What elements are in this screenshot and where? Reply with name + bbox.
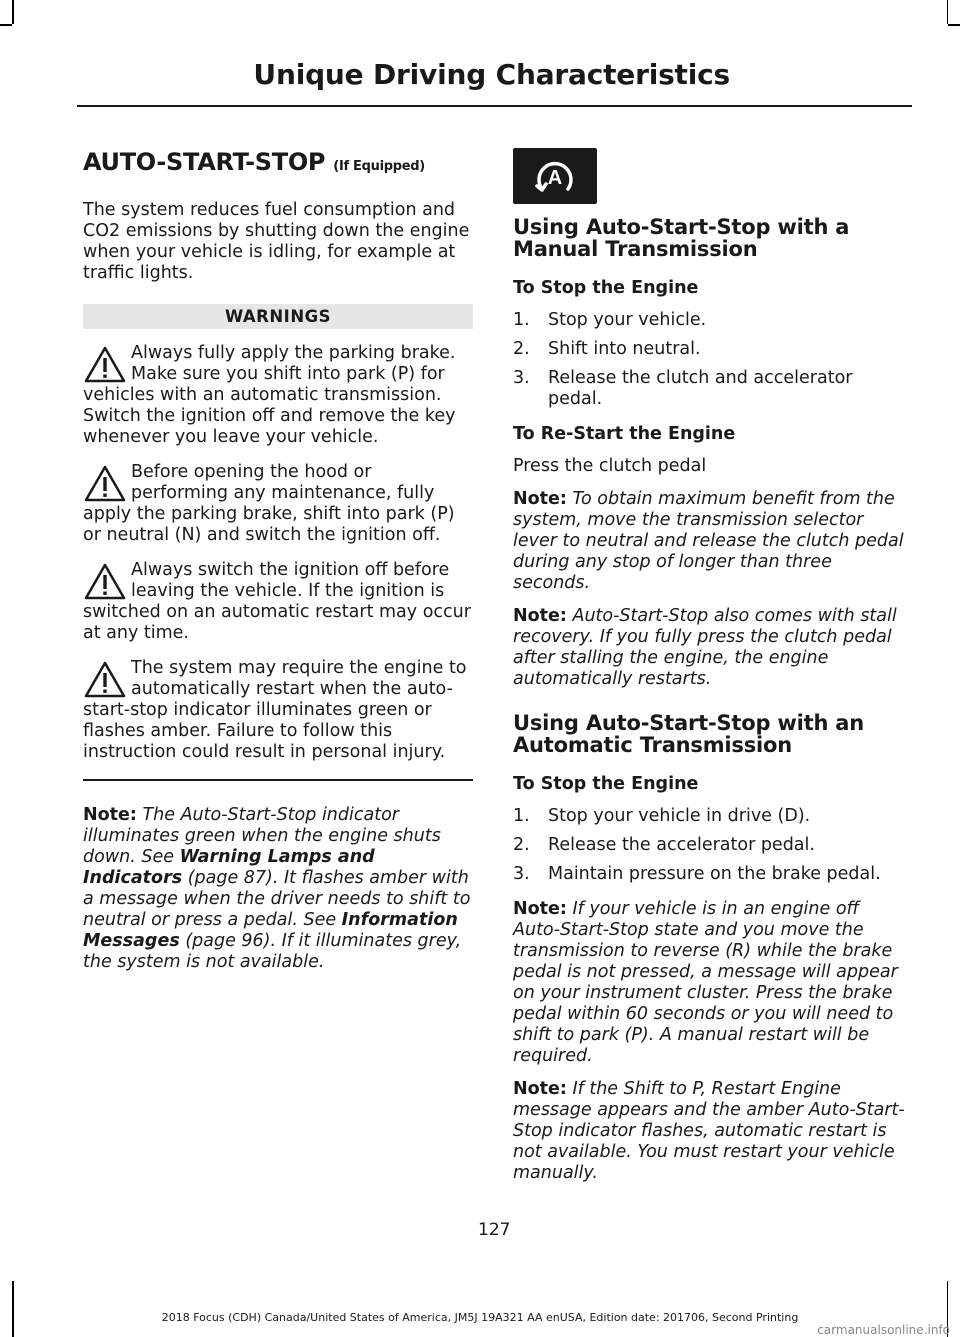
step-number: 3.	[513, 368, 530, 388]
note-label: Note:	[513, 899, 567, 919]
warning-text: Before opening the hood or performing any maintenance, fully apply the parking brake, shift into park (P) or neutral (N) and switch the ignition off.	[83, 462, 455, 545]
warnings-heading: WARNINGS	[83, 304, 473, 329]
warning-triangle-icon	[83, 562, 127, 602]
stop-engine-heading: To Stop the Engine	[513, 774, 699, 794]
note-text: Auto-Start-Stop also comes with stall recovery. If you fully press the clutch pedal after stalling the engine, the engine automatically restarts.	[513, 606, 897, 689]
list-item	[513, 806, 905, 827]
note-paragraph	[513, 489, 905, 594]
note-label: Note:	[513, 1079, 567, 1099]
step-text: Stop your vehicle in drive (D).	[548, 806, 811, 826]
crop-mark	[12, 1281, 14, 1337]
section-title-text: AUTO-START-STOP	[83, 148, 326, 176]
crop-mark	[12, 0, 14, 24]
list-item	[513, 864, 905, 885]
note-text: If your vehicle is in an engine off Auto-Start-Stop state and you move the transmission to reverse (R) while the brake pedal is not pressed, a message will appear on your instrument cluster. Press the brake pedal within 60 seconds or you will need to shift to park (P). A manual restart will be required.	[513, 899, 898, 1066]
section-qualifier: (If Equipped)	[333, 159, 425, 174]
note-text: If the Shift to P, Restart Engine message appears and the amber Auto-Start-Stop indicator flashes, automatic restart is not available. You must restart your vehicle manually.	[513, 1079, 905, 1183]
crop-mark	[948, 24, 960, 26]
note-text: (page 96). If it illuminates grey, the system is not available.	[83, 930, 462, 972]
step-number: 1.	[513, 310, 530, 330]
list-item	[513, 835, 905, 856]
list-item	[513, 310, 905, 331]
warning-text: Always fully apply the parking brake. Make sure you shift into park (P) for vehicles with an automatic transmission. Switch the ignition off and remove the key whenever you leave your vehicle.	[83, 343, 456, 447]
note-text: The Auto-Start-Stop indicator illuminates green when the engine shuts down. See	[83, 804, 441, 867]
warning-item	[83, 658, 473, 763]
crop-mark	[0, 24, 12, 26]
cross-reference-link[interactable]: Warning Lamps and Indicators	[83, 846, 375, 888]
page-number: 127	[478, 1220, 511, 1240]
step-text: Stop your vehicle.	[548, 310, 707, 330]
step-text: Shift into neutral.	[548, 339, 701, 359]
warning-triangle-icon	[83, 345, 127, 385]
warning-triangle-icon	[83, 464, 127, 504]
warning-triangle-icon	[83, 660, 127, 700]
step-text: Release the clutch and accelerator pedal.	[548, 368, 853, 409]
note-label: Note:	[83, 804, 137, 825]
note-label: Note:	[513, 489, 567, 509]
warning-item	[83, 343, 473, 448]
warning-item	[83, 462, 473, 546]
crop-mark	[947, 0, 949, 24]
warning-item	[83, 560, 473, 644]
right-column	[513, 140, 905, 1196]
list-item	[513, 368, 905, 410]
watermark: carmanualsonline.info	[817, 1323, 950, 1337]
auto-start-stop-glyph	[532, 156, 578, 196]
note-label: Note:	[513, 606, 567, 626]
restart-engine-heading: To Re-Start the Engine	[513, 424, 736, 444]
automatic-stop-steps	[513, 806, 905, 885]
note-paragraph	[513, 899, 905, 1067]
left-column	[83, 140, 473, 973]
svg-text:A: A	[547, 167, 563, 189]
section-title	[83, 148, 473, 176]
intro-paragraph: The system reduces fuel consumption and CO2 emissions by shutting down the engine when your vehicle is idling, for example at traffic lights.	[83, 200, 470, 283]
step-text: Maintain pressure on the brake pedal.	[548, 864, 881, 884]
note-text: To obtain maximum benefit from the system, move the transmission selector lever to neutral and release the clutch pedal during any stop of longer than three seconds.	[513, 489, 904, 593]
automatic-transmission-heading: Using Auto-Start-Stop with an Automatic Transmission	[513, 711, 865, 757]
warnings-bottom-rule	[83, 779, 473, 781]
cross-reference-link[interactable]: Information Messages	[83, 909, 458, 951]
restart-text: Press the clutch pedal	[513, 456, 707, 476]
step-number: 1.	[513, 806, 530, 826]
note-text: (page 87). It flashes amber with a message when the driver needs to shift to neutral or press a pedal. See	[83, 867, 471, 930]
step-number: 2.	[513, 339, 530, 359]
step-number: 2.	[513, 835, 530, 855]
auto-start-stop-icon	[513, 148, 597, 204]
warning-text: Always switch the ignition off before leaving the vehicle. If the ignition is switched on an automatic restart may occur at any time.	[83, 560, 471, 643]
page-header-title: Unique Driving Characteristics	[253, 58, 730, 91]
note-paragraph	[513, 606, 905, 690]
warnings-box	[83, 304, 473, 781]
list-item	[513, 339, 905, 360]
note-paragraph	[83, 805, 473, 973]
manual-transmission-heading: Using Auto-Start-Stop with a Manual Transmission	[513, 215, 850, 261]
step-number: 3.	[513, 864, 530, 884]
stop-engine-heading: To Stop the Engine	[513, 278, 699, 298]
footer-edition-text: 2018 Focus (CDH) Canada/United States of America, JM5J 19A321 AA enUSA, Edition date: 201706, Second Printing	[161, 1311, 799, 1324]
manual-stop-steps	[513, 310, 905, 410]
header-rule	[77, 105, 912, 107]
note-paragraph	[513, 1079, 905, 1184]
step-text: Release the accelerator pedal.	[548, 835, 815, 855]
warning-text: The system may require the engine to automatically restart when the auto-start-stop indicator illuminates green or flashes amber. Failure to follow this instruction could result in personal injury.	[83, 658, 467, 762]
